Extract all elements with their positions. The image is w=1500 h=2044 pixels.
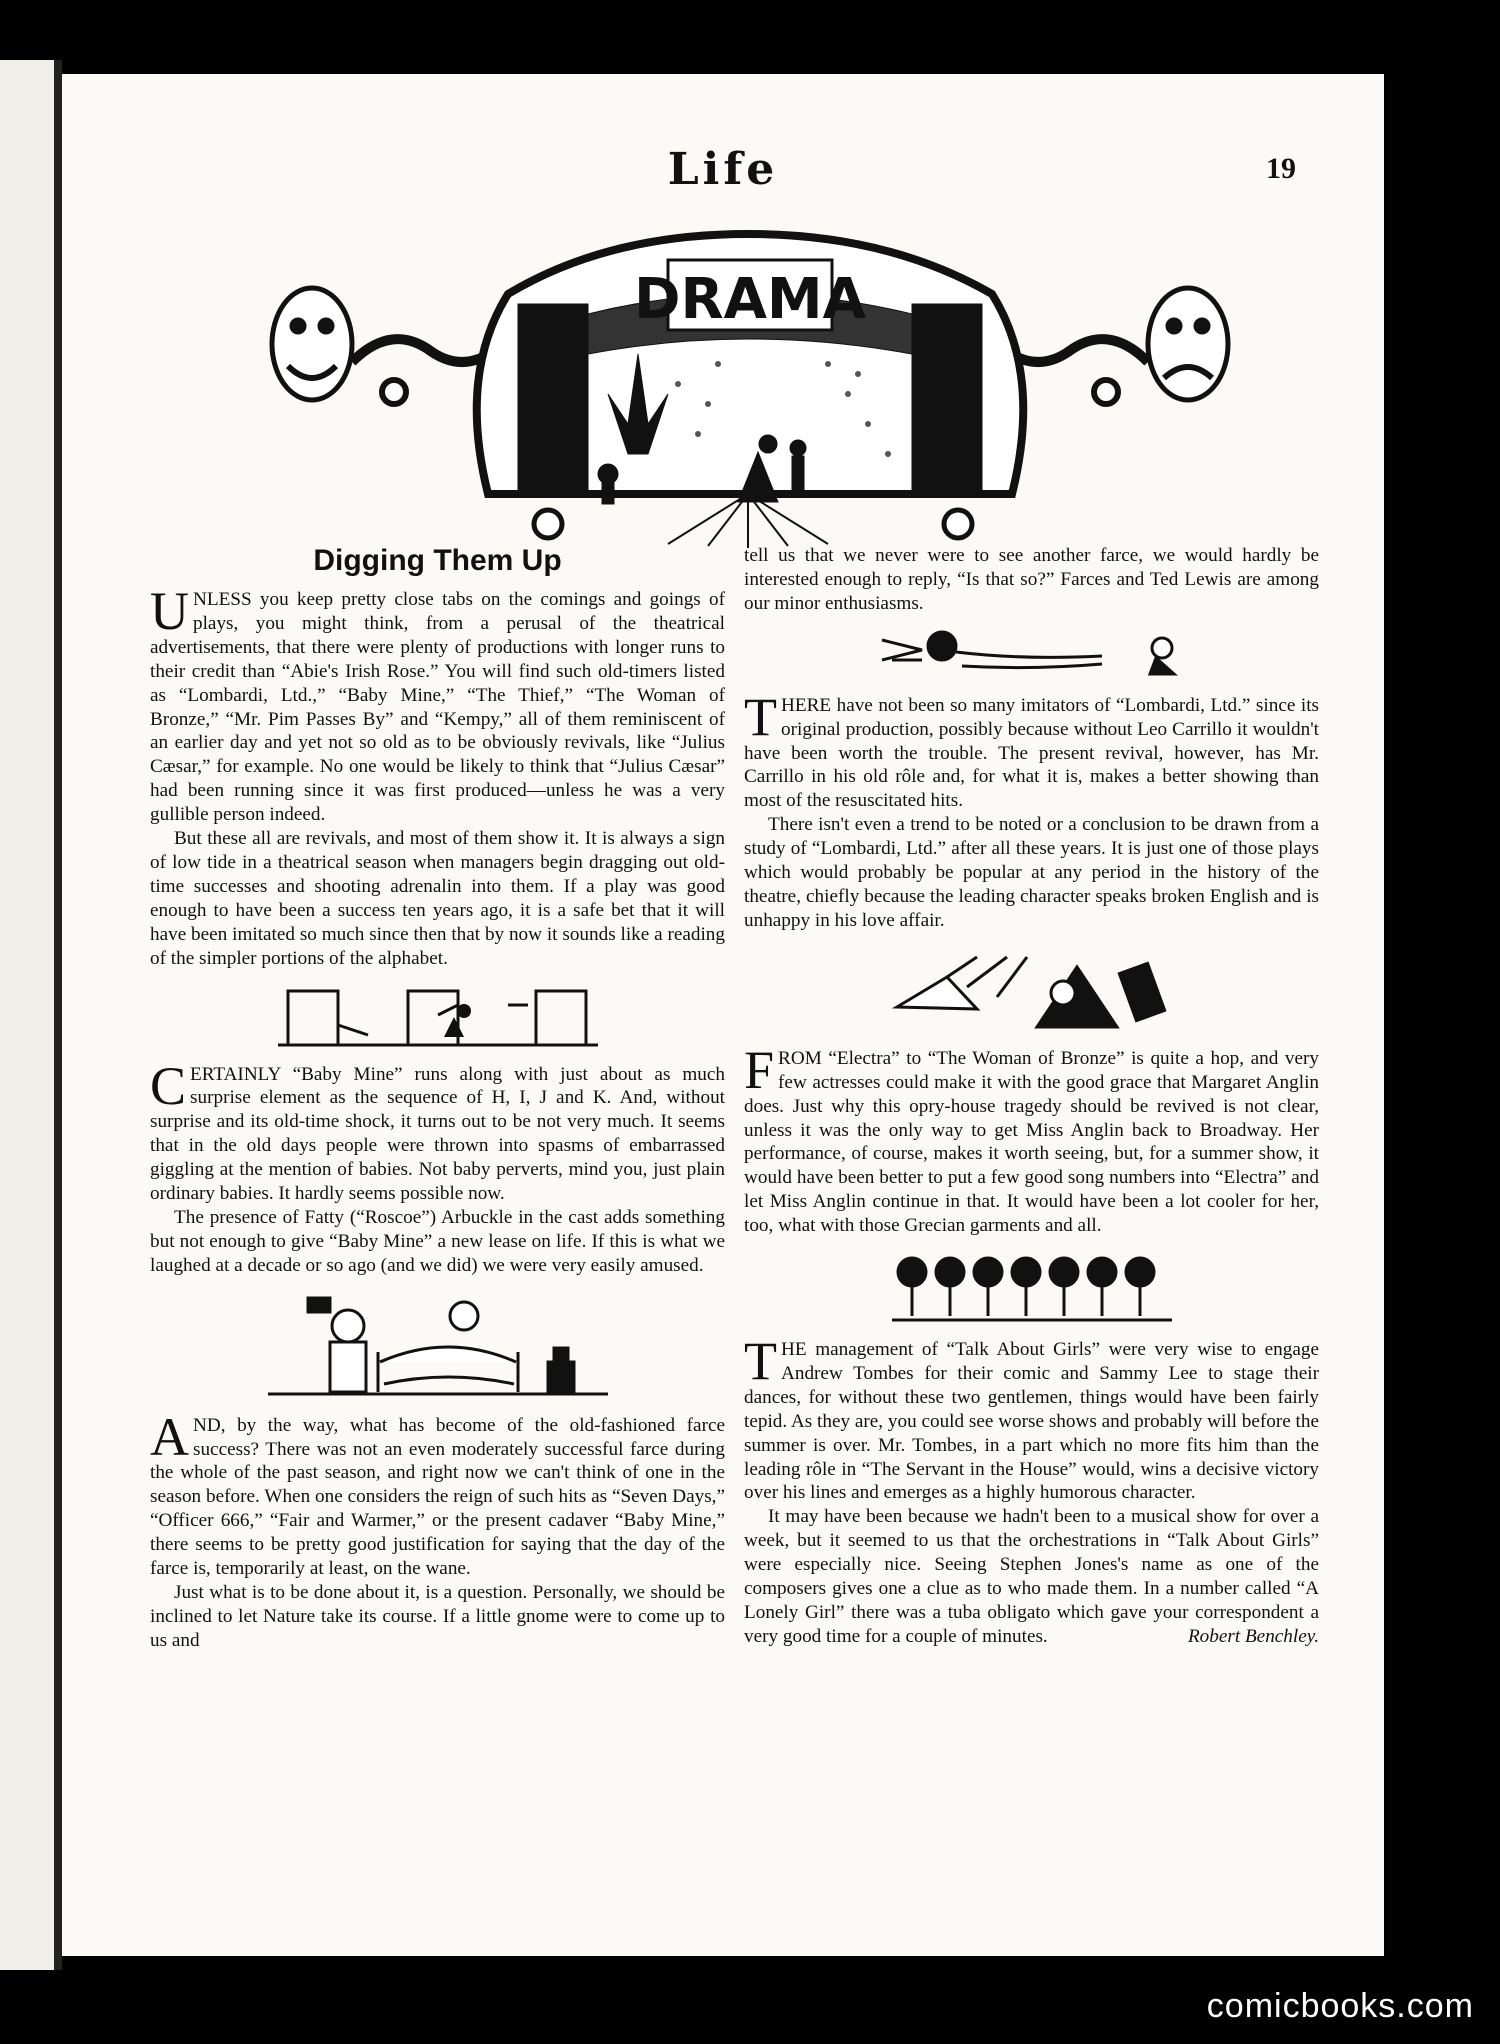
article-paragraph: Just what is to be done about it, is a question. Personally, we should be inclined to let Nature take its course. If a little gnome were to come up to us and bbox=[150, 1582, 725, 1651]
article-paragraph: CERTAINLY “Baby Mine” runs along with just about as much surprise element as the sequence of H, I, J and K. And, without surprise and its old-time shock, it turns out to be not very much. It seems that in the old days people were thrown into spasms of embarrassed giggling at the mention of babies. Not baby perverts, mind you, just plain ordinary babies. It hardly seems possible now. bbox=[150, 1055, 725, 1205]
reclining-figures-illustration bbox=[872, 630, 1192, 680]
chorus-girls-illustration bbox=[892, 1252, 1172, 1324]
article-column-right bbox=[744, 544, 1319, 1649]
article-paragraph: But these all are revivals, and most of them show it. It is always a sign of low tide in a theatrical season when managers begin dragging out old-time successes and shooting adrenalin into them. If a play was good enough to have been a success ten years ago, it is a safe bet that it will have been imitated so much since then that by now it sounds like a reading of the simpler portions of the alphabet. bbox=[150, 828, 725, 969]
article-paragraph: It may have been because we hadn't been to a musical show for over a week, but it seemed to us that the orchestrations in “Talk About Girls” were especially nice. Seeing Stephen Jones's name as one of the composers gives one a clue as to who made them. In a number called “A Lonely Girl” there was a tuba obligato which gave your correspondent a very good time for a couple of minutes. bbox=[744, 1506, 1319, 1647]
article-paragraph: THE management of “Talk About Girls” were very wise to engage Andrew Tombes for their comic and Sammy Lee to stage their dances, for without these two gentlemen, things would have been fairly tepid. As they are, you could see worse shows and probably will before the summer is over. Mr. Tombes, in a part which no more fits him than the leading rôle in “The Servant in the House” would, wins a decisive victory over his lines and emerges as a highly humorous character. bbox=[744, 1331, 1319, 1504]
binding-shadow bbox=[54, 60, 62, 1970]
article-paragraph: THERE have not been so many imitators of “Lombardi, Ltd.” since its original production, possibly because without Leo Carrillo it wouldn't have been worth the trouble. The present revival, however, has Mr. Carrillo in his old rôle and, for what it is, makes a better showing than most of the resuscitated hits. bbox=[744, 686, 1319, 812]
bedroom-illustration bbox=[268, 1292, 608, 1400]
doors-illustration bbox=[278, 985, 598, 1049]
article-paragraph: FROM “Electra” to “The Woman of Bronze” is quite a hop, and very few actresses could make it with the good grace that Margaret Anglin does. Just why this opry-house tragedy should be revived is not clear, unless it was the only way to get Miss Anglin back to Broadway. Her performance, of course, makes it worth seeing, but, for a summer show, it would have been better to put a few good song numbers into “Electra” and let Miss Anglin continue in that. It would have been a lot cooler for her, too, what with those Grecian garments and all. bbox=[744, 1039, 1319, 1237]
article-paragraph: UNLESS you keep pretty close tabs on the comings and goings of plays, you might think, from a perusal of the theatrical advertisements, that there were plenty of productions with longer runs to their credit than “Abie's Irish Rose.” You will find such old-timers listed as “Lombardi, Ltd.,” “Baby Mine,” “The Thief,” “The Woman of Bronze,” “Mr. Pim Passes By” and “Kempy,” all of them reminiscent of an earlier day and yet not so old as to be obviously revivals, like “Julius Cæsar,” for example. No one would be likely to think that “Julius Cæsar” had been running since it was first produced—unless he was a very gullible person indeed. bbox=[150, 581, 725, 826]
article-paragraph: AND, by the way, what has become of the old-fashioned farce success? There was not an even moderately successful farce during the whole of the past season, and right now we can't think of one in the season before. When one considers the reign of such hits as “Seven Days,” “Officer 666,” “Fair and Warmer,” or the present cadaver “Baby Mine,” there seems to be pretty good justification for saying that the day of the farce is, temporarily at least, on the wane. bbox=[150, 1406, 725, 1580]
page-number: 19 bbox=[1266, 152, 1296, 185]
source-watermark: comicbooks.com bbox=[1206, 1987, 1474, 2025]
banner-title: DRAMA bbox=[633, 267, 867, 332]
drama-banner-illustration bbox=[248, 194, 1252, 554]
article-paragraph: There isn't even a trend to be noted or a conclusion to be drawn from a study of “Lombardi, Ltd.” after all these years. It is just one of those plays which would probably be popular at any period in the history of the theatre, chiefly because the leading character speaks broken English and is unhappy in his love affair. bbox=[744, 814, 1319, 931]
article-paragraph: tell us that we never were to see another farce, we would hardly be interested enough to reply, “Is that so?” Farces and Ted Lewis are among our minor enthusiasms. bbox=[744, 545, 1319, 614]
article-headline: Digging Them Up bbox=[313, 544, 562, 577]
author-signature: Robert Benchley. bbox=[1187, 1625, 1319, 1647]
magazine-page bbox=[62, 74, 1384, 1956]
article-paragraph: The presence of Fatty (“Roscoe”) Arbuckle in the cast adds something but not enough to give “Baby Mine” a new lease on life. If this is what we laughed at a decade or so ago (and we did) we were very easily amused. bbox=[150, 1206, 725, 1276]
article-column-left bbox=[150, 544, 725, 1653]
adjacent-page-edge bbox=[0, 60, 54, 1970]
masthead: Life bbox=[667, 144, 779, 195]
wreckage-illustration bbox=[887, 947, 1177, 1033]
